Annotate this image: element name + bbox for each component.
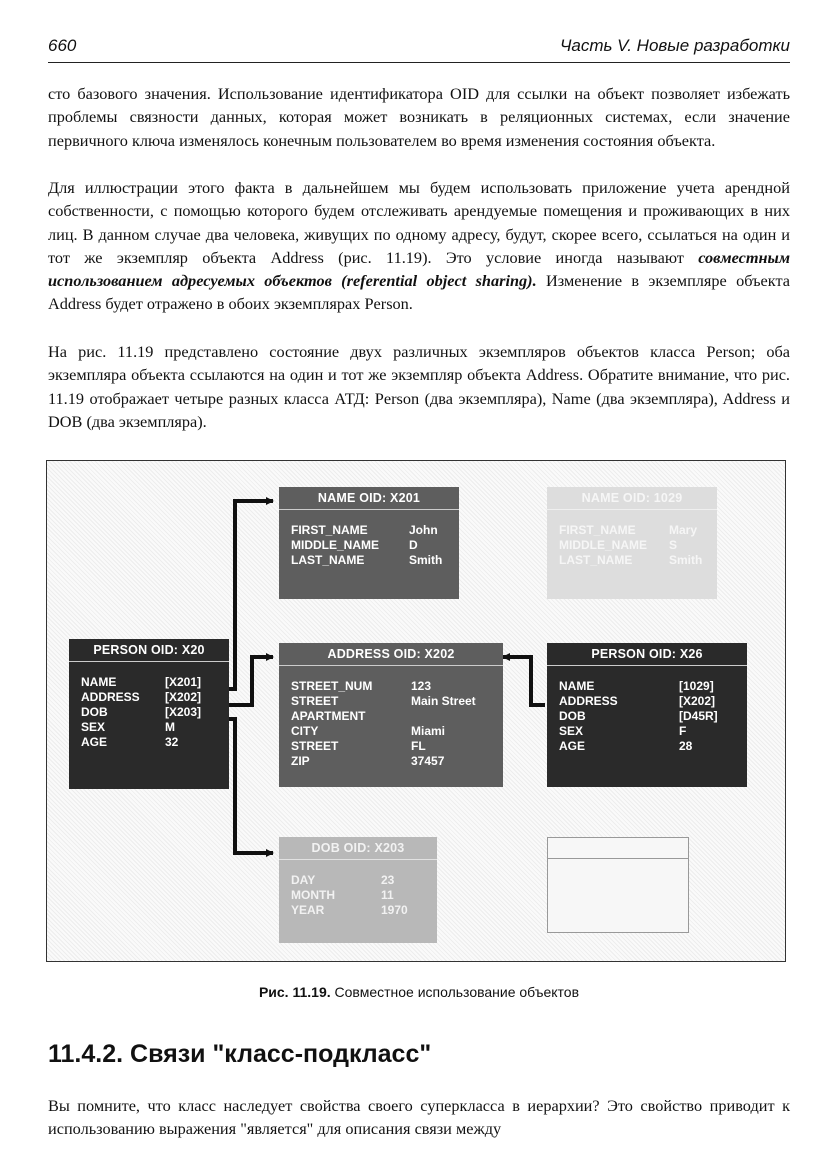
name-x1029-box (547, 487, 717, 599)
field-label: DOB (559, 709, 586, 723)
address-x202-box (279, 643, 503, 787)
field-value: S (669, 538, 678, 552)
caption-text: Совместное использование объектов (330, 984, 580, 1000)
name-x201-box (279, 487, 459, 599)
field-value: Mary (669, 523, 698, 537)
caption-label: Рис. 11.19. (258, 984, 331, 1000)
person-x20-box (69, 639, 229, 789)
field-label: ADDRESS (559, 694, 618, 708)
field-value: John (409, 523, 438, 537)
field-label: AGE (81, 735, 108, 749)
field-value: M (165, 720, 175, 734)
field-value: [X201] (165, 675, 202, 689)
section-heading: 11.4.2. Связи "класс-подкласс" (48, 1040, 432, 1068)
figure-caption (48, 984, 790, 1000)
field-label: MIDDLE_NAME (291, 538, 380, 552)
page-header (48, 36, 790, 58)
field-label: AGE (559, 739, 586, 753)
field-value: 11 (381, 888, 394, 902)
field-value: [X202] (679, 694, 716, 708)
box-header: DOB OID: X203 (279, 837, 437, 860)
box-header: NAME OID: X201 (279, 487, 459, 510)
field-label: MIDDLE_NAME (559, 538, 648, 552)
paragraph-2-text-b: Изменение в экземпляре объекта Address будет отражено в обоих экземплярах Person. (48, 271, 790, 314)
header-rule (48, 62, 790, 63)
field-value: Smith (669, 553, 703, 567)
box-header (548, 838, 688, 859)
field-label: CITY (291, 724, 319, 738)
field-value: 123 (411, 679, 432, 693)
empty-dob-box (547, 837, 689, 933)
box-header: PERSON OID: X26 (547, 643, 747, 666)
field-label: STREET_NUM (291, 679, 373, 693)
field-value: F (679, 724, 687, 738)
field-value: Smith (409, 553, 443, 567)
paragraph-1: сто базового значения. Использование идентификатора OID для ссылки на объект позволяет избежать проблемы связности данных, которая может возникать в реляционных системах, если значение первичного ключа изменялось конечным пользователем во время изменения состояния объекта. (48, 84, 790, 150)
field-value: 37457 (411, 754, 445, 768)
paragraph-3: На рис. 11.19 представлено состояние двух различных экземпляров объектов класса Person; оба экземпляра объекта ссылаются на один и тот же экземпляр объекта Address. Обратите внимание, что рис. 11.19 отображает четыре разных класса АТД: Person (два экземпляра), Name (два экземпляра), Address и DOB (два экземпляра). (48, 342, 790, 431)
field-value: [X202] (165, 690, 202, 704)
field-label: FIRST_NAME (559, 523, 636, 537)
field-value: Main Street (411, 694, 476, 708)
field-label: MONTH (291, 888, 335, 902)
paragraph-2-text-a: Для иллюстрации этого факта в дальнейшем мы будем использовать приложение учета арендной собственности, с помощью которого будем отслеживать арендуемые помещения и проживающих в них лиц. В данном случае два человека, живущих по одному адресу, будут, скорее всего, ссылаться на один и тот же экземпляр объекта Address (рис. 11.19). Это условие иногда называют (48, 178, 790, 267)
field-label: FIRST_NAME (291, 523, 368, 537)
field-value: 28 (679, 739, 693, 753)
field-label: YEAR (291, 903, 325, 917)
field-label: DOB (81, 705, 108, 719)
arrow-to-dob (227, 719, 273, 853)
paragraph-2-term: совместным использованием адресуемых объектов (referential object sharing). (48, 247, 790, 291)
field-label: ZIP (291, 754, 310, 768)
field-label: NAME (81, 675, 117, 689)
field-label: DAY (291, 873, 316, 887)
field-label: ADDRESS (81, 690, 140, 704)
arrow-from-person-x26 (503, 657, 545, 705)
paragraph-4: Вы помните, что класс наследует свойства своего суперкласса в иерархии? Это свойство приводит к использованию выражения "является" для описания связи между (48, 1096, 790, 1139)
field-label: APARTMENT (291, 709, 366, 723)
field-label: LAST_NAME (559, 553, 633, 567)
field-label: LAST_NAME (291, 553, 365, 567)
box-header: PERSON OID: X20 (69, 639, 229, 662)
box-header: ADDRESS OID: X202 (279, 643, 503, 666)
page-number: 660 (48, 36, 77, 55)
field-label: SEX (559, 724, 584, 738)
field-value: 1970 (381, 903, 408, 917)
dob-x203-box (279, 837, 437, 943)
field-label: NAME (559, 679, 595, 693)
box-header: NAME OID: 1029 (547, 487, 717, 510)
field-value: [1029] (679, 679, 714, 693)
field-value: Miami (411, 724, 446, 738)
person-x26-box (547, 643, 747, 787)
field-value: 32 (165, 735, 179, 749)
field-value: [D45R] (679, 709, 718, 723)
figure-11-19 (46, 460, 786, 962)
running-title: Часть V. Новые разработки (559, 36, 790, 55)
field-value: [X203] (165, 705, 202, 719)
field-value: 23 (381, 873, 395, 887)
field-label: STREET (291, 739, 339, 753)
field-label: SEX (81, 720, 106, 734)
field-value: D (409, 538, 418, 552)
field-label: STREET (291, 694, 339, 708)
paragraph-2 (48, 176, 790, 316)
field-value: FL (411, 739, 426, 753)
